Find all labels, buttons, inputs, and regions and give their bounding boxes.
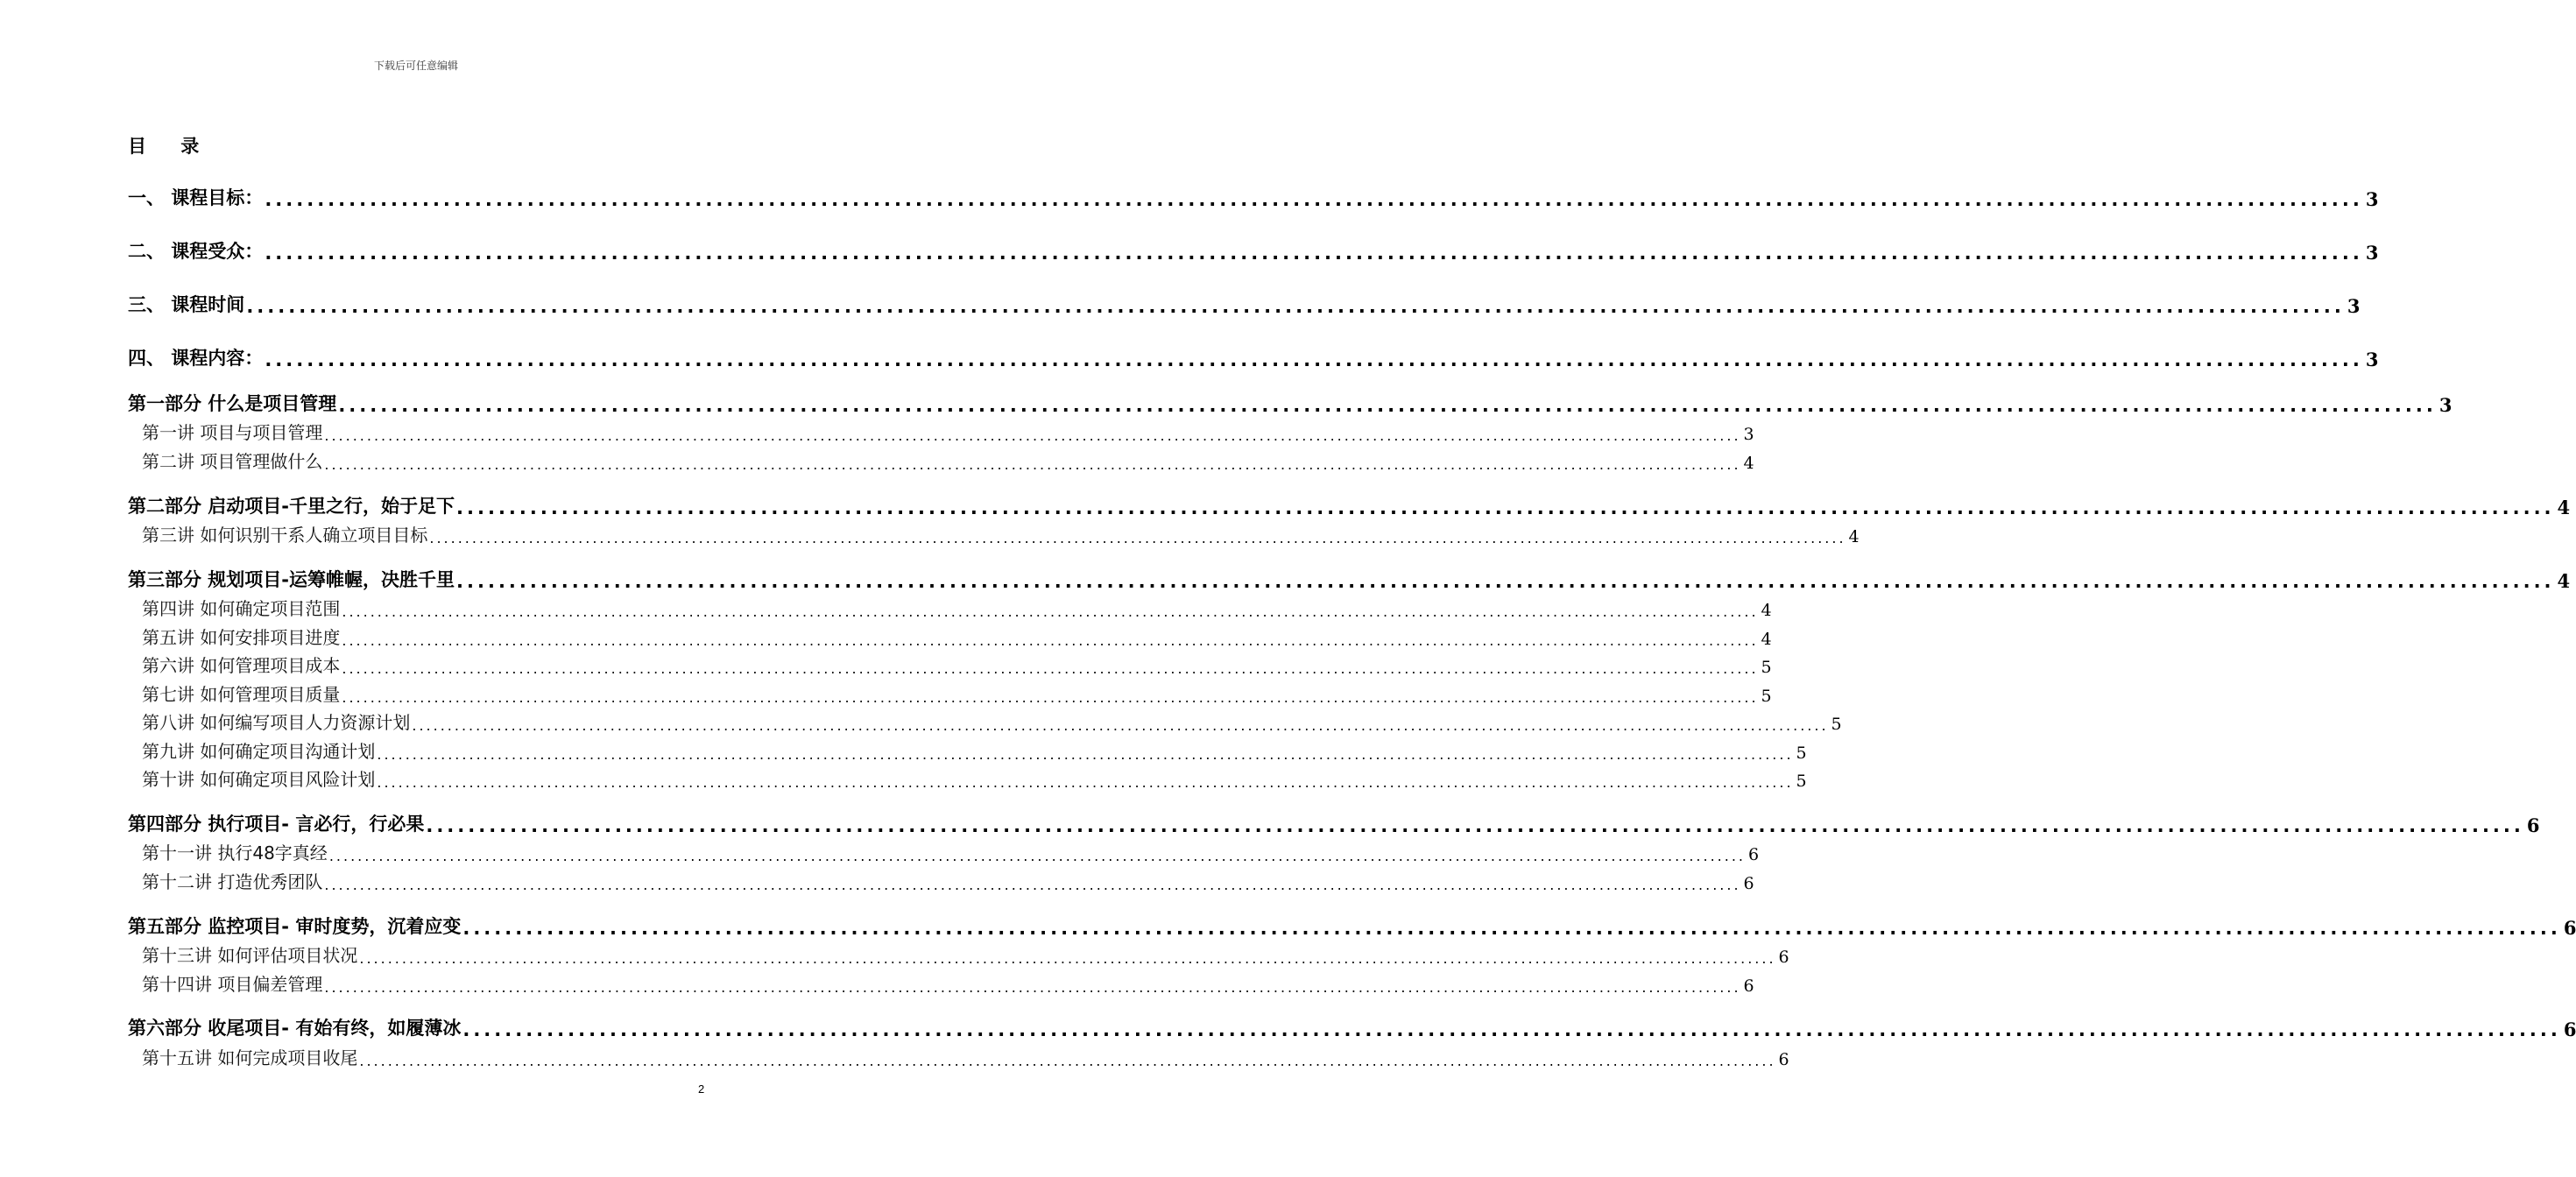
dot-leader: ........................................................................................................................................................................................................ [328, 848, 1746, 864]
dot-leader: ........................................................................................................................................................................................................ [342, 689, 1759, 706]
toc-sub-entry[interactable] [142, 708, 1842, 734]
toc-entry[interactable] [128, 184, 2379, 210]
toc-entry-page: 6 [1778, 1050, 1789, 1069]
dot-leader: ........................................................................................................................................................................................................ [342, 632, 1759, 649]
toc-sub-entry[interactable] [142, 520, 1860, 546]
toc-entry-label: 第七讲 如何管理项目质量 [142, 684, 341, 705]
toc-entry-label: 三、 课程时间 [128, 294, 245, 315]
dot-leader: ........................................................................................................................................................................................................ [338, 395, 2437, 416]
toc-sub-entry[interactable] [142, 867, 1754, 893]
dot-leader: ........................................................................................................................................................................................................ [462, 1019, 2561, 1040]
toc-entry-page: 6 [1748, 845, 1760, 864]
toc-entry-page: 6 [2563, 917, 2576, 939]
toc-entry-page: 5 [1796, 772, 1807, 791]
toc-entry-page: 4 [2557, 570, 2571, 592]
toc-entry-label: 第二讲 项目管理做什么 [142, 451, 323, 472]
toc-entry-label: 第十讲 如何确定项目风险计划 [142, 769, 376, 790]
toc-entry-label: 第六讲 如何管理项目成本 [142, 655, 341, 676]
toc-entry-page: 3 [2347, 295, 2361, 317]
toc-sub-entry[interactable] [142, 838, 1760, 864]
toc-entry-label: 第五部分 监控项目- 审时度势，沉着应变 [128, 916, 462, 937]
toc-entry-label: 四、 课程内容： [128, 348, 264, 369]
dot-leader: ........................................................................................................................................................................................................ [265, 243, 2363, 264]
toc-entry-label: 二、 课程受众： [128, 241, 264, 262]
dot-leader: ........................................................................................................................................................................................................ [359, 1053, 1776, 1069]
toc-entry-label: 第一部分 什么是项目管理 [128, 393, 337, 414]
toc-entry-page: 6 [1743, 874, 1754, 893]
toc-entry-label: 第四讲 如何确定项目范围 [142, 598, 341, 619]
dot-leader: ........................................................................................................................................................................................................ [342, 603, 1759, 620]
toc-entry[interactable] [128, 291, 2361, 317]
toc-entry[interactable] [128, 344, 2379, 370]
dot-leader: ........................................................................................................................................................................................................ [412, 717, 1829, 734]
toc-entry-label: 第十五讲 如何完成项目收尾 [142, 1047, 358, 1068]
toc-entry-label: 第六部分 收尾项目- 有始有终，如履薄冰 [128, 1018, 462, 1039]
toc-sub-entry[interactable] [142, 651, 1772, 677]
toc-entry-label: 第二部分 启动项目-千里之行，始于足下 [128, 496, 455, 517]
toc-sub-entry[interactable] [142, 623, 1772, 649]
toc-entry-page: 3 [2365, 188, 2379, 210]
toc-sub-entry[interactable] [142, 594, 1772, 620]
page-number: 2 [698, 1082, 705, 1096]
toc-entry[interactable] [128, 566, 2571, 592]
toc-entry[interactable] [128, 1014, 2576, 1040]
toc-entry-page: 3 [1743, 425, 1754, 444]
toc-entry[interactable] [128, 810, 2540, 836]
dot-leader: ........................................................................................................................................................................................................ [265, 189, 2363, 210]
toc-entry-page: 4 [1743, 454, 1754, 473]
toc-entry-label: 一、 课程目标： [128, 187, 264, 208]
dot-leader: ........................................................................................................................................................................................................ [456, 571, 2555, 592]
toc-entry[interactable] [128, 492, 2571, 518]
toc-entry-page: 6 [1743, 976, 1754, 996]
toc-entry-label: 第三部分 规划项目-运筹帷幄，决胜千里 [128, 569, 455, 590]
dot-leader: ........................................................................................................................................................................................................ [324, 456, 1741, 473]
toc-entry-label: 第五讲 如何安排项目进度 [142, 627, 341, 648]
dot-leader: ........................................................................................................................................................................................................ [429, 530, 1846, 546]
toc-entry-page: 6 [1778, 948, 1789, 967]
toc-sub-entry[interactable] [142, 765, 1807, 791]
toc-sub-entry[interactable] [142, 447, 1754, 473]
toc-entry[interactable] [128, 237, 2379, 264]
dot-leader: ........................................................................................................................................................................................................ [456, 497, 2555, 518]
toc-sub-entry[interactable] [142, 969, 1754, 996]
toc-entry-page: 5 [1761, 687, 1772, 706]
toc-entry-page: 3 [2365, 242, 2379, 264]
toc-entry-page: 4 [1761, 630, 1772, 649]
toc-sub-entry[interactable] [142, 680, 1772, 706]
toc-entry-page: 3 [2438, 394, 2452, 416]
toc-entry-label: 第十二讲 打造优秀团队 [142, 871, 323, 892]
toc-entry-label: 第八讲 如何编写项目人力资源计划 [142, 712, 411, 733]
dot-leader: ........................................................................................................................................................................................................ [324, 979, 1741, 996]
toc-entry-label: 第十一讲 执行48字真经 [142, 842, 328, 863]
page-header: 下载后可任意编辑 [373, 60, 458, 72]
toc-entry-page: 6 [2526, 814, 2540, 836]
toc-entry-page: 5 [1796, 744, 1807, 763]
dot-leader: ........................................................................................................................................................................................................ [324, 877, 1741, 893]
toc-entry-label: 第九讲 如何确定项目沟通计划 [142, 741, 376, 762]
dot-leader: ........................................................................................................................................................................................................ [426, 815, 2524, 836]
toc-sub-entry[interactable] [142, 941, 1789, 967]
toc-entry[interactable] [128, 390, 2452, 416]
toc-entry-page: 5 [1831, 715, 1842, 734]
toc-entry-page: 4 [1761, 601, 1772, 620]
dot-leader: ........................................................................................................................................................................................................ [359, 950, 1776, 967]
toc-entry-label: 第四部分 执行项目- 言必行，行必果 [128, 814, 425, 835]
toc-entry-page: 3 [2365, 349, 2379, 370]
dot-leader: ........................................................................................................................................................................................................ [342, 660, 1759, 677]
toc-entry-label: 第十三讲 如何评估项目状况 [142, 945, 358, 966]
toc-entry-page: 5 [1761, 658, 1772, 677]
dot-leader: ........................................................................................................................................................................................................ [462, 918, 2561, 939]
toc-entry-page: 6 [2563, 1018, 2576, 1040]
dot-leader: ........................................................................................................................................................................................................ [265, 349, 2363, 370]
toc-entry-label: 第一讲 项目与项目管理 [142, 422, 323, 443]
dot-leader: ........................................................................................................................................................................................................ [324, 427, 1741, 444]
toc-title: 目 录 [128, 136, 214, 157]
toc-entry-label: 第十四讲 项目偏差管理 [142, 974, 323, 995]
toc-sub-entry[interactable] [142, 737, 1807, 763]
toc-entry[interactable] [128, 913, 2576, 939]
toc-entry-page: 4 [1848, 527, 1860, 546]
toc-entry-label: 第三讲 如何识别干系人确立项目目标 [142, 525, 428, 546]
dot-leader: ........................................................................................................................................................................................................ [377, 746, 1794, 763]
toc-sub-entry[interactable] [142, 1043, 1789, 1069]
dot-leader: ........................................................................................................................................................................................................ [246, 296, 2345, 317]
dot-leader: ........................................................................................................................................................................................................ [377, 774, 1794, 791]
toc-entry-page: 4 [2557, 497, 2571, 518]
toc-sub-entry[interactable] [142, 418, 1754, 444]
